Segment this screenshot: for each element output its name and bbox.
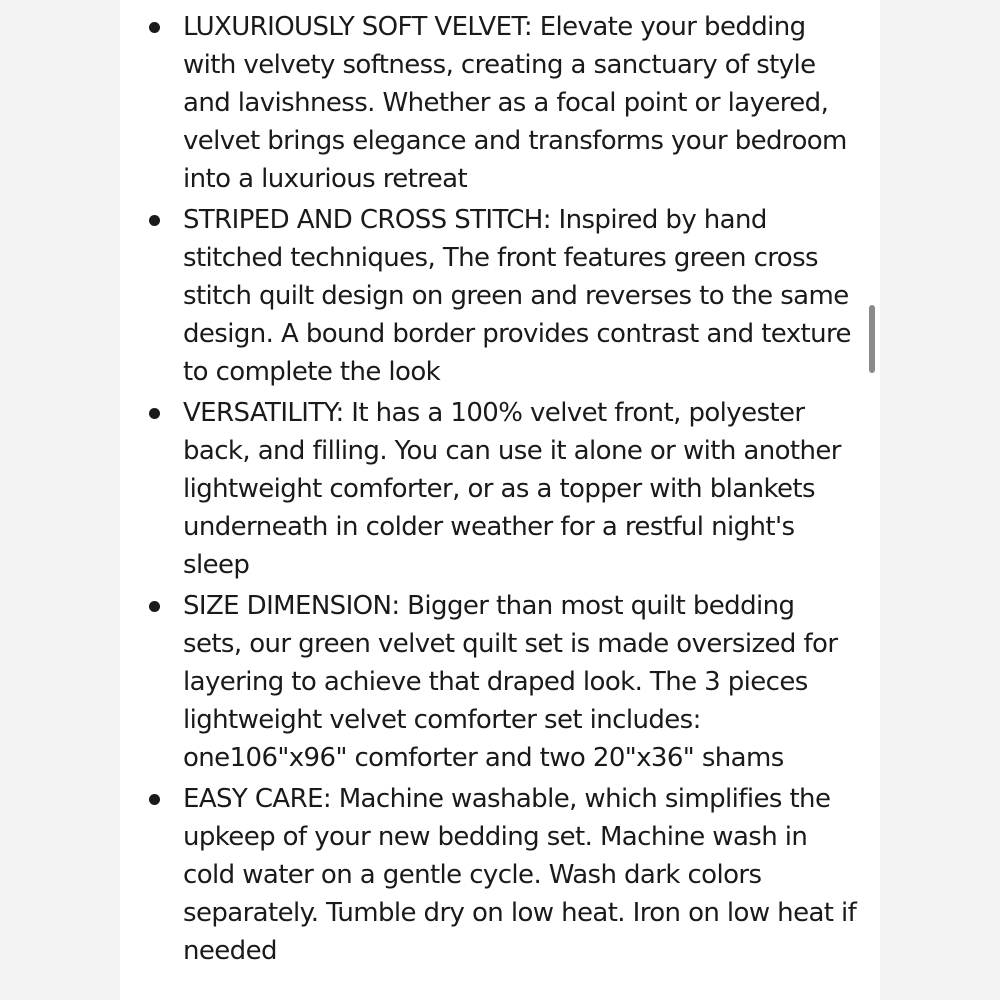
- feature-text: SIZE DIMENSION: Bigger than most quilt bedding sets, our green velvet quilt set is made oversized for layering to achieve that draped look. The 3 pieces lightweight velvet comforter set includes: one106"x96" comforter and two 20"x36" shams: [183, 591, 838, 773]
- feature-text: EASY CARE: Machine washable, which simplifies the upkeep of your new bedding set. Machine wash in cold water on a gentle cycle. Wash dark colors separately. Tumble dry on low heat. Iron on low heat if needed: [183, 784, 857, 966]
- feature-text: VERSATILITY: It has a 100% velvet front, polyester back, and filling. You can use it alone or with another lightweight comforter, or as a topper with blankets underneath in colder weather for a restful night's sleep: [183, 398, 841, 580]
- list-item: [120, 201, 880, 391]
- list-item: [120, 394, 880, 584]
- bullet-icon: [149, 601, 160, 612]
- feature-list: [120, 8, 880, 973]
- bullet-icon: [149, 794, 160, 805]
- bullet-icon: [149, 215, 160, 226]
- feature-text: LUXURIOUSLY SOFT VELVET: Elevate your bedding with velvety softness, creating a sanctuary of style and lavishness. Whether as a focal point or layered, velvet brings elegance and transforms your bedroom into a luxurious retreat: [183, 12, 847, 194]
- list-item: [120, 780, 880, 970]
- list-item: [120, 8, 880, 198]
- feature-panel: [120, 0, 880, 1000]
- scrollbar-thumb[interactable]: [869, 305, 875, 373]
- bullet-icon: [149, 408, 160, 419]
- list-item: [120, 587, 880, 777]
- feature-text: STRIPED AND CROSS STITCH: Inspired by hand stitched techniques, The front features green cross stitch quilt design on green and reverses to the same design. A bound border provides contrast and texture to complete the look: [183, 205, 851, 387]
- bullet-icon: [149, 22, 160, 33]
